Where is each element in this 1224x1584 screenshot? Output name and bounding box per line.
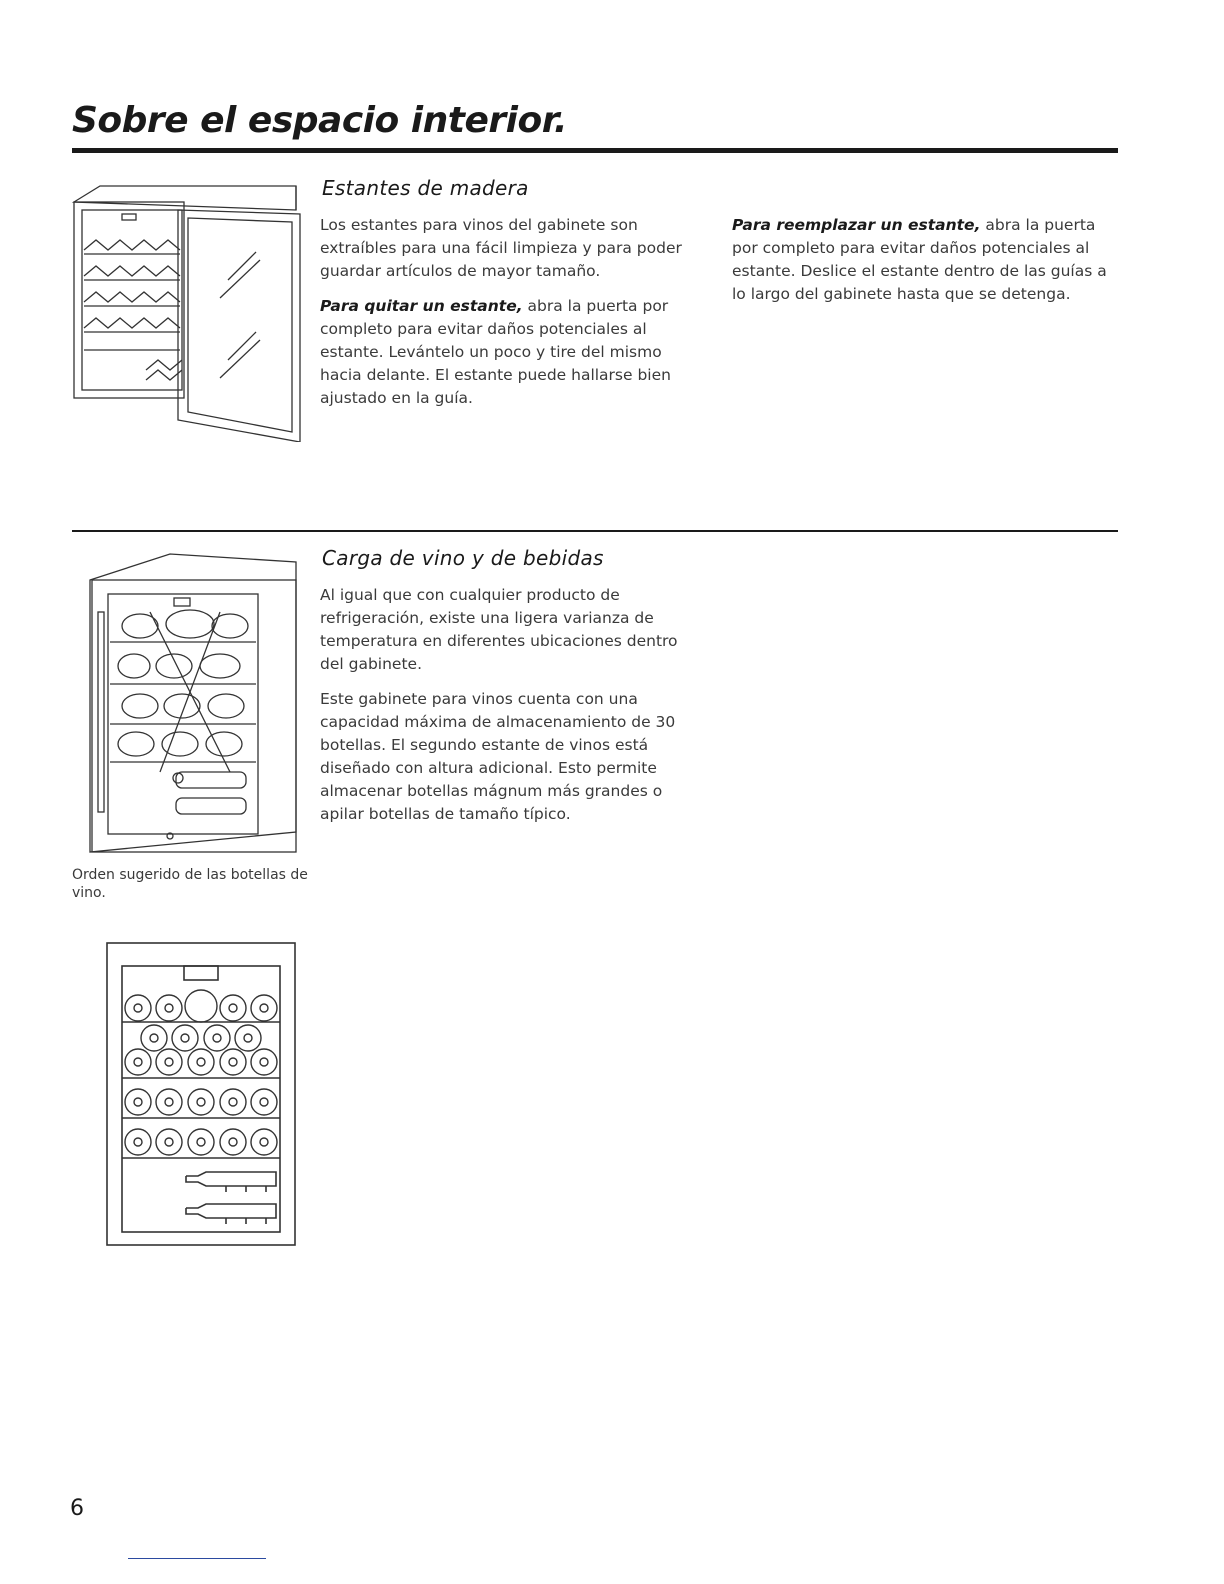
loading-paragraph-2: Este gabinete para vinos cuenta con una capacidad máxima de almacenamiento de 30 botellas. El segundo estante de vinos está diseñado con altura adicional. Esto permite almacenar botellas mágnum más grandes o apilar botellas de tamaño típico. bbox=[320, 690, 676, 823]
page-title: Sobre el espacio interior. bbox=[72, 100, 567, 141]
wooden-shelves-column-left bbox=[320, 214, 706, 422]
remove-shelf-paragraph bbox=[320, 295, 706, 410]
bottle-order-diagram bbox=[106, 942, 296, 1246]
open-cabinet-illustration bbox=[70, 180, 306, 442]
section-divider bbox=[72, 530, 1118, 532]
footer-link-underline bbox=[128, 1558, 266, 1559]
loaded-cabinet-illustration bbox=[70, 552, 306, 862]
replace-shelf-paragraph bbox=[732, 214, 1118, 306]
wooden-shelves-column-right bbox=[732, 214, 1118, 318]
replace-shelf-text: abra la puerta por completo para evitar daños potenciales al estante. Deslice el estante dentro de las guías a lo largo del gabinete hasta que se detenga. bbox=[732, 216, 1107, 303]
loading-paragraph-1: Al igual que con cualquier producto de refrigeración, existe una ligera varianza de temperatura en diferentes ubicaciones dentro del gabinete. bbox=[320, 586, 678, 673]
replace-shelf-lead: Para reemplazar un estante, bbox=[732, 216, 981, 234]
section-heading-wooden-shelves: Estantes de madera bbox=[322, 176, 529, 200]
loading-text-column bbox=[320, 584, 706, 838]
figure-caption: Orden sugerido de las botellas de vino. bbox=[72, 867, 308, 901]
section-heading-loading: Carga de vino y de bebidas bbox=[322, 546, 604, 570]
title-rule bbox=[72, 148, 1118, 153]
remove-shelf-text: abra la puerta por completo para evitar daños potenciales al estante. Levántelo un poco y tire del mismo hacia delante. El estante puede hallarse bien ajustado en la guía. bbox=[320, 297, 671, 407]
wooden-shelves-intro: Los estantes para vinos del gabinete son extraíbles para una fácil limpieza y para poder guardar artículos de mayor tamaño. bbox=[320, 216, 682, 280]
remove-shelf-lead: Para quitar un estante, bbox=[320, 297, 523, 315]
page-number: 6 bbox=[70, 1496, 84, 1521]
